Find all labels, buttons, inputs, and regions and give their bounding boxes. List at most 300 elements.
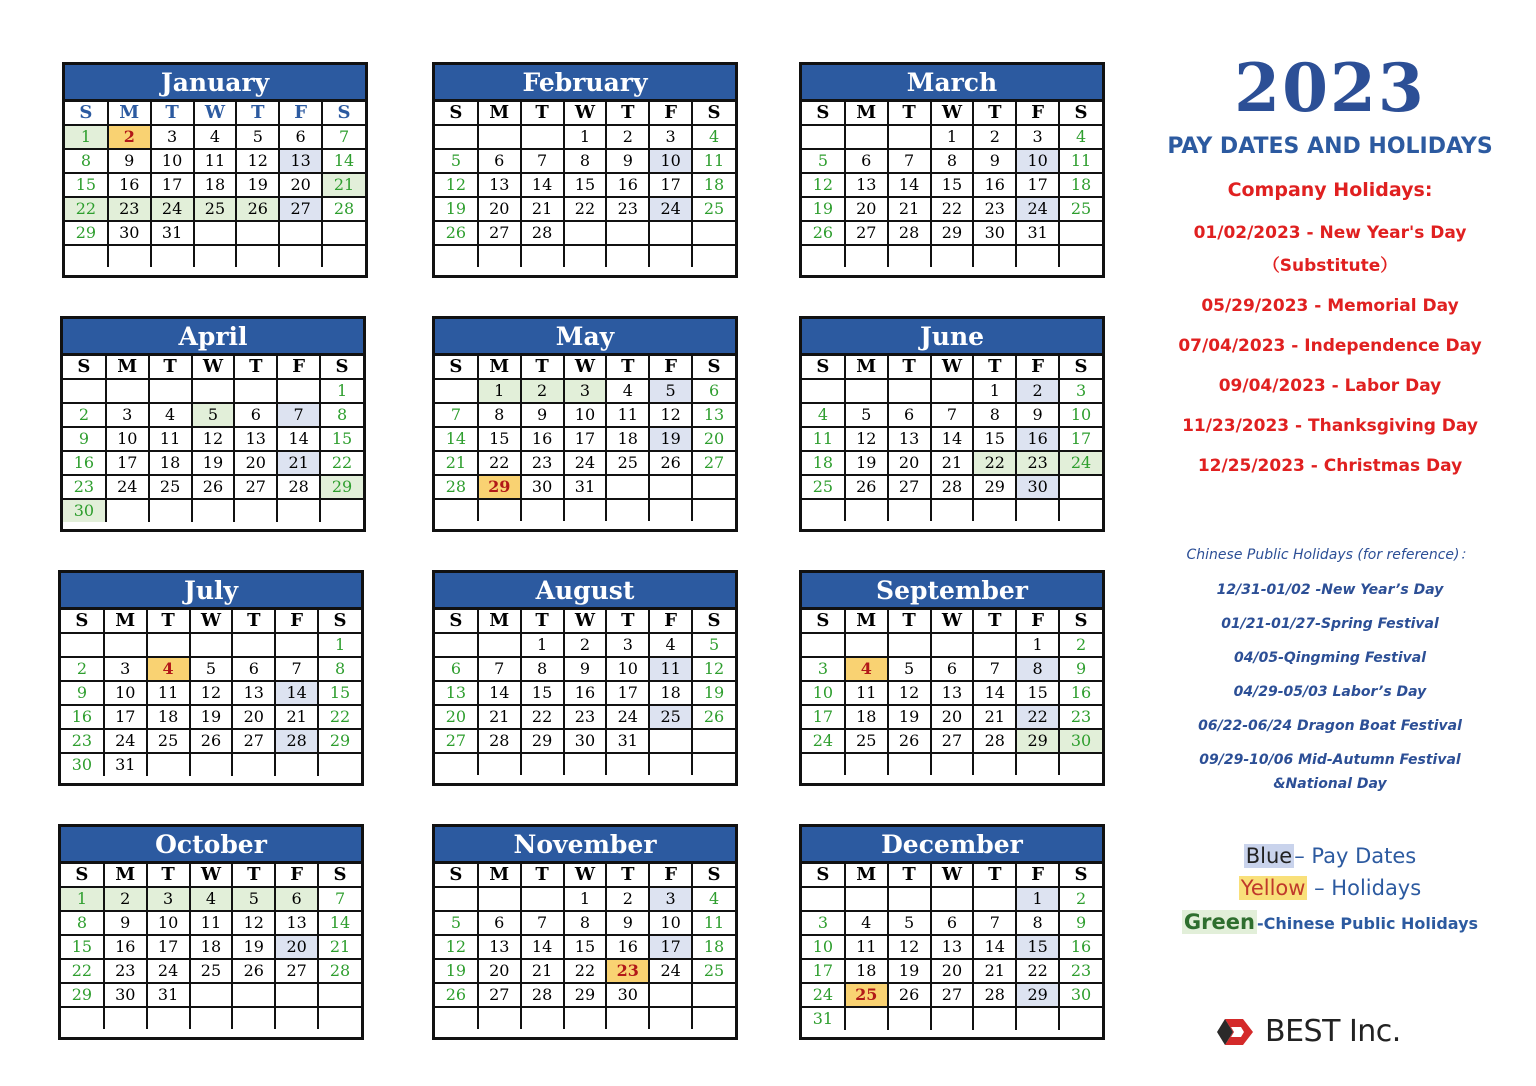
day-cell: 23 <box>63 475 106 499</box>
day-cell: 18 <box>149 451 192 475</box>
day-cell: 5 <box>888 657 931 681</box>
month-table <box>802 356 1102 521</box>
day-cell: 20 <box>275 935 318 959</box>
day-cell: 4 <box>845 657 888 681</box>
empty-cell <box>1016 245 1059 267</box>
day-cell: 29 <box>1016 729 1059 753</box>
day-cell: 1 <box>521 633 564 657</box>
empty-cell <box>478 1007 521 1029</box>
company-holiday-item: 05/29/2023 - Memorial Day <box>1201 296 1459 316</box>
day-cell: 21 <box>318 935 361 959</box>
weekday-header: W <box>931 610 974 633</box>
day-cell: 25 <box>190 959 233 983</box>
day-cell: 3 <box>649 125 692 149</box>
day-cell: 19 <box>192 451 235 475</box>
empty-cell <box>232 1007 275 1029</box>
day-cell: 11 <box>606 403 649 427</box>
day-cell: 9 <box>104 911 147 935</box>
weekday-header: T <box>234 356 277 379</box>
day-cell: 16 <box>1059 681 1102 705</box>
day-cell: 15 <box>1016 681 1059 705</box>
month-title: February <box>435 65 735 102</box>
day-cell: 14 <box>888 173 931 197</box>
day-cell: 24 <box>606 705 649 729</box>
weekday-header: F <box>279 102 322 125</box>
day-cell: 5 <box>435 149 478 173</box>
day-cell: 27 <box>478 983 521 1007</box>
day-cell: 8 <box>1016 911 1059 935</box>
day-cell: 28 <box>973 983 1016 1007</box>
day-cell: 29 <box>320 475 363 499</box>
logo-text: BEST Inc. <box>1265 1014 1401 1049</box>
day-cell: 13 <box>435 681 478 705</box>
day-cell: 1 <box>1016 887 1059 911</box>
empty-cell <box>973 887 1016 911</box>
month-table <box>435 102 735 267</box>
weekday-header: S <box>435 102 478 125</box>
day-cell: 7 <box>521 149 564 173</box>
day-cell: 14 <box>478 681 521 705</box>
day-cell: 1 <box>1016 633 1059 657</box>
day-cell: 5 <box>649 379 692 403</box>
day-cell: 26 <box>888 729 931 753</box>
empty-cell <box>478 499 521 521</box>
day-cell: 15 <box>521 681 564 705</box>
day-cell: 6 <box>478 911 521 935</box>
weekday-header: W <box>931 864 974 887</box>
day-cell: 17 <box>104 705 147 729</box>
empty-cell <box>973 1007 1016 1030</box>
empty-cell <box>322 245 365 267</box>
day-cell: 27 <box>845 221 888 245</box>
day-cell: 21 <box>435 451 478 475</box>
day-cell: 9 <box>606 149 649 173</box>
day-cell: 2 <box>104 887 147 911</box>
empty-cell <box>845 499 888 521</box>
day-cell: 29 <box>564 983 607 1007</box>
day-cell: 1 <box>973 379 1016 403</box>
day-cell: 9 <box>1059 657 1102 681</box>
day-cell: 26 <box>845 475 888 499</box>
empty-cell <box>320 499 363 522</box>
day-cell: 18 <box>845 959 888 983</box>
empty-cell <box>692 729 735 753</box>
day-cell: 5 <box>190 657 233 681</box>
company-holidays-heading: Company Holidays: <box>1227 179 1433 201</box>
empty-cell <box>147 1007 190 1029</box>
empty-cell <box>435 1007 478 1029</box>
day-cell: 31 <box>802 1007 845 1030</box>
day-cell: 10 <box>802 935 845 959</box>
day-cell: 22 <box>318 705 361 729</box>
weekday-header: S <box>322 102 365 125</box>
weekday-header: M <box>104 864 147 887</box>
day-cell: 1 <box>478 379 521 403</box>
empty-cell <box>692 475 735 499</box>
day-cell: 18 <box>147 705 190 729</box>
weekday-header: S <box>1059 610 1102 633</box>
day-cell: 9 <box>521 403 564 427</box>
empty-cell <box>194 245 237 267</box>
day-cell: 16 <box>606 935 649 959</box>
day-cell: 6 <box>692 379 735 403</box>
day-cell: 9 <box>61 681 104 705</box>
empty-cell <box>692 221 735 245</box>
empty-cell <box>802 887 845 911</box>
empty-cell <box>606 221 649 245</box>
day-cell: 12 <box>888 681 931 705</box>
day-cell: 14 <box>318 911 361 935</box>
day-cell: 26 <box>236 197 279 221</box>
day-cell: 8 <box>521 657 564 681</box>
day-cell: 25 <box>147 729 190 753</box>
day-cell: 24 <box>649 197 692 221</box>
day-cell: 3 <box>802 911 845 935</box>
day-cell: 26 <box>802 221 845 245</box>
day-cell: 6 <box>234 403 277 427</box>
day-cell: 7 <box>521 911 564 935</box>
day-cell: 27 <box>232 729 275 753</box>
legend-holidays <box>1145 876 1515 900</box>
empty-cell <box>478 245 521 267</box>
day-cell: 2 <box>521 379 564 403</box>
day-cell: 2 <box>1016 379 1059 403</box>
day-cell: 19 <box>888 705 931 729</box>
empty-cell <box>802 245 845 267</box>
weekday-header: T <box>147 610 190 633</box>
empty-cell <box>521 499 564 521</box>
empty-cell <box>888 499 931 521</box>
empty-cell <box>973 753 1016 775</box>
day-cell: 26 <box>649 451 692 475</box>
day-cell: 22 <box>65 197 108 221</box>
day-cell: 21 <box>478 705 521 729</box>
day-cell: 21 <box>888 197 931 221</box>
day-cell: 16 <box>108 173 151 197</box>
day-cell: 13 <box>845 173 888 197</box>
weekday-header: T <box>151 102 194 125</box>
empty-cell <box>692 499 735 521</box>
month-title: March <box>802 65 1102 102</box>
weekday-header: F <box>649 102 692 125</box>
weekday-header: W <box>564 864 607 887</box>
empty-cell <box>564 753 607 775</box>
weekday-header: F <box>649 610 692 633</box>
empty-cell <box>692 245 735 267</box>
month-title: October <box>61 827 361 864</box>
weekday-header: T <box>606 610 649 633</box>
day-cell: 20 <box>478 959 521 983</box>
day-cell: 11 <box>1059 149 1102 173</box>
day-cell: 26 <box>435 221 478 245</box>
day-cell: 4 <box>692 887 735 911</box>
day-cell: 12 <box>888 935 931 959</box>
day-cell: 17 <box>802 705 845 729</box>
weekday-header: S <box>435 864 478 887</box>
empty-cell <box>435 125 478 149</box>
weekday-header: S <box>692 610 735 633</box>
empty-cell <box>564 245 607 267</box>
empty-cell <box>692 983 735 1007</box>
empty-cell <box>275 753 318 776</box>
day-cell: 5 <box>802 149 845 173</box>
day-cell: 28 <box>275 729 318 753</box>
day-cell: 16 <box>61 705 104 729</box>
day-cell: 12 <box>435 935 478 959</box>
day-cell: 21 <box>931 451 974 475</box>
day-cell: 14 <box>322 149 365 173</box>
empty-cell <box>845 125 888 149</box>
day-cell: 28 <box>277 475 320 499</box>
month-july <box>58 570 364 786</box>
day-cell: 14 <box>931 427 974 451</box>
empty-cell <box>931 245 974 267</box>
day-cell: 7 <box>277 403 320 427</box>
day-cell: 9 <box>973 149 1016 173</box>
legend-yellow-swatch: Yellow <box>1240 876 1306 900</box>
weekday-header: S <box>802 610 845 633</box>
day-cell: 12 <box>236 149 279 173</box>
day-cell: 22 <box>320 451 363 475</box>
day-cell: 4 <box>190 887 233 911</box>
day-cell: 29 <box>973 475 1016 499</box>
legend-blue-swatch: Blue <box>1245 844 1293 868</box>
weekday-header: S <box>1059 102 1102 125</box>
weekday-header: T <box>521 610 564 633</box>
chinese-holiday-item: 01/21-01/27-Spring Festival <box>1221 616 1439 632</box>
empty-cell <box>1059 499 1102 521</box>
day-cell: 17 <box>564 427 607 451</box>
day-cell: 26 <box>888 983 931 1007</box>
month-january <box>62 62 368 278</box>
day-cell: 10 <box>1016 149 1059 173</box>
weekday-header: W <box>190 610 233 633</box>
day-cell: 8 <box>478 403 521 427</box>
day-cell: 25 <box>692 959 735 983</box>
legend-pay-dates <box>1145 844 1515 868</box>
day-cell: 21 <box>277 451 320 475</box>
day-cell: 17 <box>147 935 190 959</box>
weekday-header: S <box>65 102 108 125</box>
empty-cell <box>888 887 931 911</box>
weekday-header: S <box>802 864 845 887</box>
weekday-header: T <box>973 864 1016 887</box>
weekday-header: M <box>478 610 521 633</box>
day-cell: 21 <box>973 705 1016 729</box>
weekday-header: F <box>275 864 318 887</box>
day-cell: 6 <box>435 657 478 681</box>
empty-cell <box>845 1007 888 1030</box>
empty-cell <box>275 1007 318 1029</box>
day-cell: 4 <box>606 379 649 403</box>
empty-cell <box>521 887 564 911</box>
empty-cell <box>606 1007 649 1029</box>
day-cell: 15 <box>973 427 1016 451</box>
day-cell: 2 <box>1059 887 1102 911</box>
day-cell: 3 <box>606 633 649 657</box>
company-holiday-item: 07/04/2023 - Independence Day <box>1178 336 1482 356</box>
empty-cell <box>606 753 649 775</box>
empty-cell <box>802 125 845 149</box>
chinese-holiday-item: 12/31-01/02 -New Year’s Day <box>1216 582 1444 598</box>
weekday-header: M <box>108 102 151 125</box>
empty-cell <box>845 379 888 403</box>
day-cell: 15 <box>478 427 521 451</box>
day-cell: 16 <box>564 681 607 705</box>
day-cell: 19 <box>435 959 478 983</box>
day-cell: 21 <box>521 197 564 221</box>
empty-cell <box>192 499 235 522</box>
weekday-header: T <box>606 864 649 887</box>
day-cell: 11 <box>845 935 888 959</box>
day-cell: 7 <box>318 887 361 911</box>
weekday-header: F <box>1016 610 1059 633</box>
day-cell: 23 <box>606 197 649 221</box>
chinese-holiday-item: 04/05-Qingming Festival <box>1234 650 1426 666</box>
day-cell: 24 <box>147 959 190 983</box>
day-cell: 30 <box>61 753 104 776</box>
day-cell: 5 <box>888 911 931 935</box>
weekday-header: M <box>478 864 521 887</box>
empty-cell <box>478 125 521 149</box>
weekday-header: W <box>564 356 607 379</box>
day-cell: 10 <box>802 681 845 705</box>
day-cell: 2 <box>63 403 106 427</box>
day-cell: 28 <box>521 983 564 1007</box>
legend-chinese-holidays <box>1145 910 1515 934</box>
day-cell: 2 <box>1059 633 1102 657</box>
empty-cell <box>478 753 521 775</box>
empty-cell <box>435 499 478 521</box>
day-cell: 30 <box>606 983 649 1007</box>
day-cell: 3 <box>106 403 149 427</box>
month-november <box>432 824 738 1040</box>
empty-cell <box>236 245 279 267</box>
day-cell: 13 <box>478 173 521 197</box>
day-cell: 8 <box>61 911 104 935</box>
weekday-header: T <box>147 864 190 887</box>
empty-cell <box>106 499 149 522</box>
day-cell: 23 <box>1016 451 1059 475</box>
day-cell: 26 <box>232 959 275 983</box>
weekday-header: W <box>564 610 607 633</box>
empty-cell <box>845 887 888 911</box>
day-cell: 18 <box>692 935 735 959</box>
month-title: July <box>61 573 361 610</box>
day-cell: 31 <box>606 729 649 753</box>
day-cell: 4 <box>194 125 237 149</box>
chinese-holidays-heading: Chinese Public Holidays (for reference)： <box>1186 547 1474 563</box>
day-cell: 3 <box>1059 379 1102 403</box>
month-august <box>432 570 738 786</box>
weekday-header: T <box>888 610 931 633</box>
empty-cell <box>564 1007 607 1029</box>
empty-cell <box>104 1007 147 1029</box>
day-cell: 2 <box>606 887 649 911</box>
day-cell: 18 <box>606 427 649 451</box>
empty-cell <box>1059 245 1102 267</box>
empty-cell <box>318 1007 361 1029</box>
day-cell: 31 <box>1016 221 1059 245</box>
company-holiday-item: （Substitute） <box>1262 256 1398 276</box>
day-cell: 12 <box>190 681 233 705</box>
day-cell: 8 <box>564 149 607 173</box>
day-cell: 10 <box>151 149 194 173</box>
day-cell: 10 <box>649 149 692 173</box>
day-cell: 1 <box>564 887 607 911</box>
day-cell: 17 <box>649 935 692 959</box>
day-cell: 29 <box>931 221 974 245</box>
day-cell: 22 <box>1016 705 1059 729</box>
day-cell: 20 <box>478 197 521 221</box>
day-cell: 25 <box>845 729 888 753</box>
day-cell: 2 <box>564 633 607 657</box>
day-cell: 25 <box>692 197 735 221</box>
day-cell: 20 <box>232 705 275 729</box>
day-cell: 8 <box>65 149 108 173</box>
day-cell: 27 <box>478 221 521 245</box>
day-cell: 8 <box>320 403 363 427</box>
day-cell: 6 <box>275 887 318 911</box>
month-title: June <box>802 319 1102 356</box>
day-cell: 26 <box>190 729 233 753</box>
day-cell: 12 <box>845 427 888 451</box>
day-cell: 8 <box>1016 657 1059 681</box>
empty-cell <box>318 753 361 776</box>
weekday-header: S <box>63 356 106 379</box>
day-cell: 23 <box>61 729 104 753</box>
empty-cell <box>888 245 931 267</box>
day-cell: 16 <box>1016 427 1059 451</box>
day-cell: 11 <box>692 149 735 173</box>
day-cell: 23 <box>521 451 564 475</box>
month-may <box>432 316 738 532</box>
day-cell: 4 <box>845 911 888 935</box>
empty-cell <box>275 633 318 657</box>
empty-cell <box>931 753 974 775</box>
day-cell: 4 <box>147 657 190 681</box>
day-cell: 23 <box>104 959 147 983</box>
weekday-header: M <box>478 102 521 125</box>
day-cell: 7 <box>888 149 931 173</box>
day-cell: 2 <box>973 125 1016 149</box>
day-cell: 19 <box>888 959 931 983</box>
empty-cell <box>649 499 692 521</box>
empty-cell <box>190 1007 233 1029</box>
company-holiday-item: 12/25/2023 - Christmas Day <box>1197 456 1463 476</box>
weekday-header: T <box>149 356 192 379</box>
day-cell: 31 <box>104 753 147 776</box>
empty-cell <box>104 633 147 657</box>
weekday-header: T <box>236 102 279 125</box>
weekday-header: T <box>232 610 275 633</box>
empty-cell <box>845 633 888 657</box>
empty-cell <box>234 379 277 403</box>
empty-cell <box>1059 753 1102 775</box>
empty-cell <box>149 379 192 403</box>
day-cell: 7 <box>435 403 478 427</box>
day-cell: 26 <box>692 705 735 729</box>
day-cell: 6 <box>888 403 931 427</box>
day-cell: 27 <box>888 475 931 499</box>
empty-cell <box>649 221 692 245</box>
empty-cell <box>888 1007 931 1030</box>
day-cell: 8 <box>973 403 1016 427</box>
weekday-header: T <box>973 610 1016 633</box>
weekday-header: T <box>232 864 275 887</box>
weekday-header: M <box>478 356 521 379</box>
empty-cell <box>279 221 322 245</box>
